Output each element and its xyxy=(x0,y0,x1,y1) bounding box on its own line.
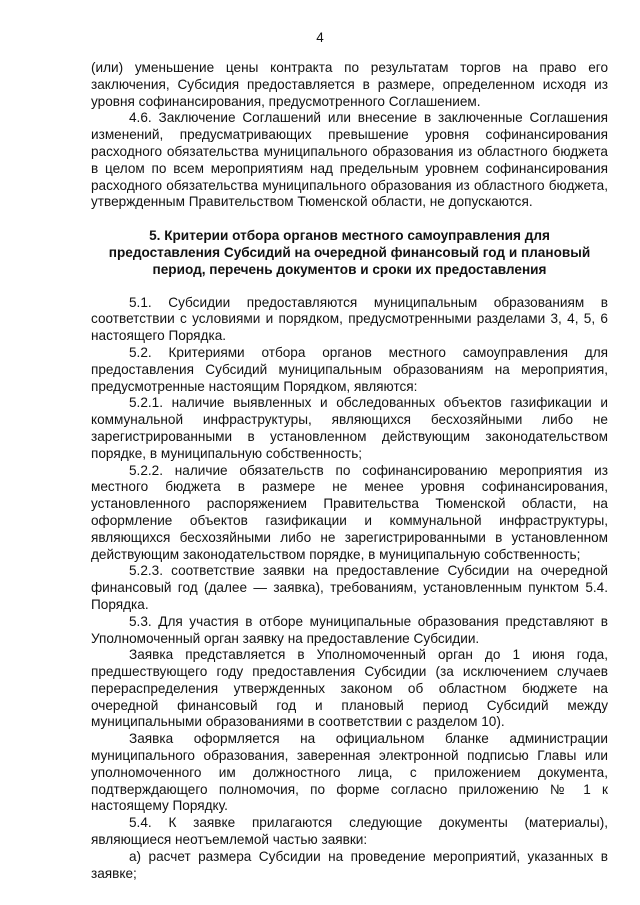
paragraph-5-2: 5.2. Критериями отбора органов местного самоуправления для предоставления Субсидий муниципальным образованиям на мероприятия, предусмотренные настоящим Порядком, являются: xyxy=(91,344,608,394)
paragraph-4-6: 4.6. Заключение Соглашений или внесение в заключенные Соглашения изменений, предусматривающих превышение уровня софинансирования расходного обязательства муниципального образования из областного бюджета в целом по всем мероприятиям над предельным уровнем софинансирования расходного обязательства муниципального образования из областного бюджета, утвержденным Правительством Тюменской области, не допускаются. xyxy=(91,110,608,210)
paragraph-application-form: Заявка оформляется на официальном бланке администрации муниципального образования, заверенная электронной подписью Главы или уполномоченного им должностного лица, с приложением документа, подтверждающего полномочия, по форме согласно приложению № 1 к настоящему Порядку. xyxy=(91,731,608,814)
paragraph-application-deadline: Заявка представляется в Уполномоченный орган до 1 июня года, предшествующего году предоставления Субсидии (за исключением случаев перераспределения утвержденных законом об областном бюджете на очередной финансовый год и плановый период Субсидий между муниципальными образованиями в соответствии с разделом 10). xyxy=(91,647,608,730)
paragraph-5-1: 5.1. Субсидии предоставляются муниципальным образованиям в соответствии с условиями и порядком, предусмотренными разделами 3, 4, 5, 6 настоящего Порядка. xyxy=(91,294,608,344)
paragraph-item-a: а) расчет размера Субсидии на проведение мероприятий, указанных в заявке; xyxy=(91,848,608,881)
paragraph-5-3: 5.3. Для участия в отборе муниципальные образования представляют в Уполномоченный орган заявку на предоставление Субсидии. xyxy=(91,613,608,646)
paragraph-5-2-2: 5.2.2. наличие обязательств по софинансированию мероприятия из местного бюджета в размере не менее уровня софинансирования, установленного распоряжением Правительства Тюменской области, на оформление объектов газификации и коммунальной инфраструктуры, являющихся бесхозяйными либо не зарегистрированными в установленном действующим законодательством порядке, в муниципальную собственность; xyxy=(91,462,608,562)
page-number: 4 xyxy=(316,30,324,45)
paragraph-5-2-1: 5.2.1. наличие выявленных и обследованных объектов газификации и коммунальной инфраструктуры, являющихся бесхозяйными либо не зарегистрированными в установленном действующим законодательством порядке, в муниципальную собственность; xyxy=(91,395,608,461)
section-heading xyxy=(91,228,608,278)
document-body xyxy=(91,60,608,882)
paragraph-5-4: 5.4. К заявке прилагаются следующие документы (материалы), являющиеся неотъемлемой частью заявки: xyxy=(91,815,608,848)
paragraph-continuation: (или) уменьшение цены контракта по результатам торгов на право его заключения, Субсидия предоставляется в размере, определенном исходя из уровня софинансирования, предусмотренного Соглашением. xyxy=(91,60,608,109)
paragraph-5-2-3: 5.2.3. соответствие заявки на предоставление Субсидии на очередной финансовый год (далее — заявка), требованиям, установленным пунктом 5.4. Порядка. xyxy=(91,563,608,612)
section-title: 5. Критерии отбора органов местного самоуправления для предоставления Субсидий на очередной финансовый год и плановый период, перечень документов и сроки их предоставления xyxy=(108,228,591,277)
